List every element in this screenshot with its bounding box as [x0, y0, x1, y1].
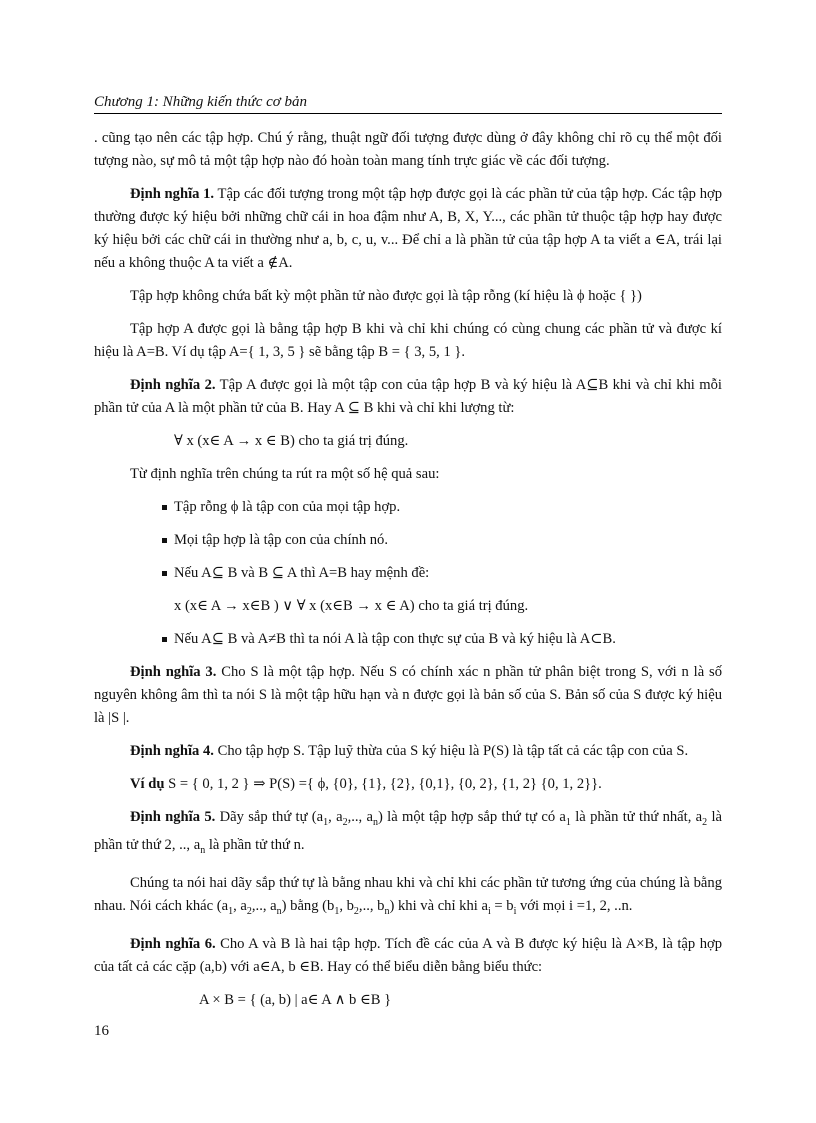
bullet-square-icon — [162, 505, 167, 510]
list-item: Tập rỗng ϕ là tập con của mọi tập hợp. — [94, 496, 722, 519]
page-number: 16 — [94, 1023, 109, 1039]
definition-6 — [94, 933, 722, 979]
bullet-square-icon — [162, 571, 167, 576]
definition-label: Định nghĩa 1. — [130, 186, 215, 202]
paragraph-continuation: . cũng tạo nên các tập hợp. Chú ý rằng, thuật ngữ đối tượng được dùng ở đây không chỉ rõ cụ thể một đối tượng nào, sự mô tả một tập hợp nào đó hoàn toàn mang tính trực giác về các đối tượng. — [94, 130, 722, 169]
list-item: Nếu A⊆ B và A≠B thì ta nói A là tập con thực sự của B và ký hiệu là A⊂B. — [94, 628, 722, 651]
paragraph-corollary: Từ định nghĩa trên chúng ta rút ra một số hệ quả sau: — [130, 466, 440, 482]
definition-text: Cho A và B là hai tập hợp. Tích đề các của A và B được ký hiệu là A×B, là tập hợp của tất cả các cặp (a,b) với a∈A, b ∈B. Hay có thể biểu diễn bằng biểu thức: — [94, 935, 723, 975]
bullet-square-icon — [162, 538, 167, 543]
definition-text: Tập A được gọi là một tập con của tập hợp B và ký hiệu là A⊆B khi và chỉ khi mỗi phần tử của A là một phần tử của B. Hay A ⊆ B khi và chỉ khi lượng từ: — [94, 377, 722, 416]
example-label: Ví dụ — [130, 776, 165, 792]
example — [94, 773, 722, 796]
running-header: Chương 1: Những kiến thức cơ bản — [94, 93, 722, 114]
definition-1 — [94, 183, 722, 275]
definition-text: Tập các đối tượng trong một tập hợp được gọi là các phần tử của tập hợp. Các tập hợp thường được ký hiệu bởi những chữ cái in hoa đậm như A, B, X, Y..., các phần tử thuộc tập hợp hay được ký hiệu bởi các chữ cái in thường như a, b, c, u, v... Để chỉ a là phần tử của tập hợp A ta viết a ∈A, trái lại nếu a không thuộc A ta viết a ∉A. — [94, 186, 722, 271]
definition-text: Cho tập hợp S. Tập luỹ thừa của S ký hiệu là P(S) là tập tất cả các tập con của S. — [213, 743, 689, 759]
list-item: Mọi tập hợp là tập con của chính nó. — [94, 529, 722, 552]
corollary-list — [94, 496, 722, 585]
definition-label: Định nghĩa 3. — [130, 664, 217, 680]
definition-4 — [94, 740, 722, 763]
definition-5: Định nghĩa 5. Dãy sắp thứ tự ($a_1$, $a_2$,.., $a_n$) là một tập hợp sắp thứ tự có $a_1$ là phần tử thứ nhất, $a_2$ là phần tử thứ 2, .., $a_n$ là phần tử thứ n. — [94, 809, 722, 856]
paragraph-empty-set: Tập hợp không chứa bất kỳ một phần tử nào được gọi là tập rỗng (kí hiệu là ϕ hoặc { }) — [130, 288, 642, 304]
corollary-list-continued — [94, 628, 722, 651]
page-body — [94, 127, 722, 1022]
paragraph-sequence-equality: Chúng ta nói hai dãy sắp thứ tự là bằng nhau khi và chỉ khi các phần tử tương ứng của chúng là bằng nhau. Nói cách khác ($a_1$, $a_2$,.., $a_n$) bằng ($b_1$, $b_2$,.., $b_n$) khi và chỉ khi $a_i = b_i$ với mọi i =1, 2, ..n. — [94, 874, 722, 917]
definition-text: Cho S là một tập hợp. Nếu S có chính xác n phần tử phân biệt trong S, với n là số nguyên không âm thì ta nói S là một tập hữu hạn và n được gọi là bản số của S. Bản số của S được ký hiệu là |S |. — [94, 664, 723, 726]
definition-label: Định nghĩa 2. — [130, 377, 216, 393]
paragraph-set-equality: Tập hợp A được gọi là bằng tập hợp B khi và chỉ khi chúng có cùng chung các phần tử và được kí hiệu là A=B. Ví dụ tập A={ 1, 3, 5 } sẽ bằng tập B = { 3, 5, 1 }. — [94, 321, 722, 360]
definition-3 — [94, 661, 722, 730]
list-item: Nếu A⊆ B và B ⊆ A thì A=B hay mệnh đề: — [94, 562, 722, 585]
definition-label: Định nghĩa 6. — [130, 935, 216, 952]
bullet-square-icon — [162, 637, 167, 642]
definition-2 — [94, 374, 722, 420]
example-text: S = { 0, 1, 2 } ⇒ P(S) ={ ϕ, {0}, {1}, {2}, {0,1}, {0, 2}, {1, 2} {0, 1, 2}}. — [164, 776, 602, 792]
formula-subset: ∀ x (x∈ A → x ∈ B) cho ta giá trị đúng. — [174, 433, 409, 449]
definition-label: Định nghĩa 5. — [130, 809, 216, 825]
definition-label: Định nghĩa 4. — [130, 743, 214, 759]
formula-equality: x (x∈ A → x∈B ) ∨ ∀ x (x∈B → x ∈ A) cho ta giá trị đúng. — [174, 598, 529, 614]
formula-cartesian-product: A × B = { (a, b) | a∈ A ∧ b ∈B } — [199, 991, 392, 1008]
